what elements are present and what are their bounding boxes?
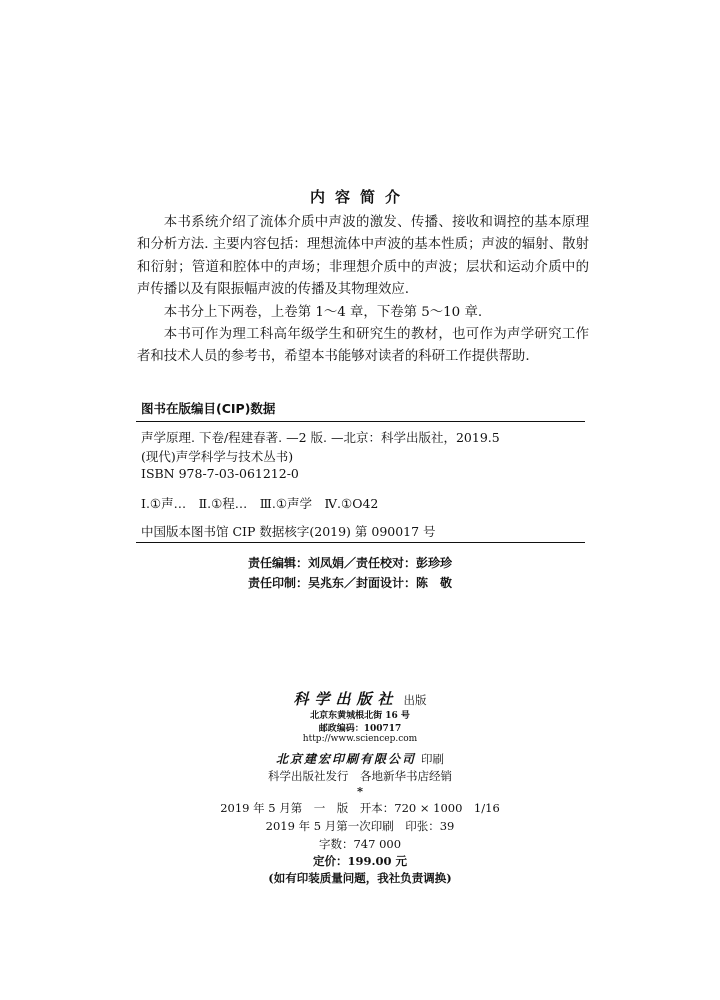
edition-line: 2019 年 5 月第 一 版 开本：720 × 1000 1/16: [220, 801, 500, 815]
publisher-postcode: 邮政编码：100717: [318, 724, 402, 734]
cip-bottom-rule: [136, 542, 585, 543]
intro-paragraph: 本书分上下两卷，上卷第 1～4 章，下卷第 5～10 章.: [163, 304, 483, 320]
cip-top-rule: [136, 421, 585, 422]
cip-isbn: ISBN 978-7-03-061212-0: [141, 466, 299, 481]
cip-line-series: (现代)声学科学与技术丛书): [141, 449, 294, 464]
price: 定价：199.00 元: [312, 854, 407, 868]
staff-editors: 责任编辑：刘凤娟／责任校对：彭珍珍: [248, 556, 453, 570]
printing-line: 2019 年 5 月第一次印刷 印张：39: [265, 819, 455, 833]
cip-classification: Ⅰ.①声… Ⅱ.①程… Ⅲ.①声学 Ⅳ.①O42: [141, 496, 379, 511]
printer-suffix: 印刷: [421, 752, 445, 766]
intro-body: [137, 212, 589, 369]
cip-line-title: 声学原理. 下卷/程建春著. —2 版. —北京：科学出版社，2019.5: [141, 430, 500, 445]
quality-notice: (如有印装质量问题，我社负责调换): [268, 871, 452, 885]
publisher-suffix: 出版: [403, 693, 427, 707]
publisher-url: http://www.sciencep.com: [302, 734, 418, 744]
publisher-address: 北京东黄城根北街 16 号: [310, 711, 410, 721]
intro-paragraph: 本书系统介绍了流体介质中声波的激发、传播、接收和调控的基本原理和分析方法. 主要内容包括：理想流体中声波的基本性质；声波的辐射、散射和衍射；管道和腔体中的声场；非理想介质中的声波；层状和运动介质中的声传播以及有限振幅声波的传播及其物理效应.: [137, 215, 589, 298]
distribution-line: 科学出版社发行 各地新华书店经销: [268, 769, 452, 783]
cip-record-number: 中国版本图书馆 CIP 数据核字(2019) 第 090017 号: [141, 524, 436, 539]
intro-title: 内容简介: [309, 188, 410, 206]
publisher-logo: 科学出版社: [293, 690, 399, 708]
word-count: 字数：747 000: [318, 837, 402, 851]
separator-star: *: [356, 784, 363, 798]
intro-paragraph: 本书可作为理工科高年级学生和研究生的教材，也可作为声学研究工作者和技术人员的参考书，希望本书能够对读者的科研工作提供帮助.: [137, 327, 589, 365]
publisher-line: [0, 688, 720, 709]
cip-title: 图书在版编目(CIP)数据: [141, 401, 276, 416]
printer-logo: 北京建宏印刷有限公司: [275, 752, 416, 766]
printer-line: [0, 748, 720, 767]
staff-production: 责任印制：吴兆东／封面设计：陈 敬: [248, 576, 453, 590]
